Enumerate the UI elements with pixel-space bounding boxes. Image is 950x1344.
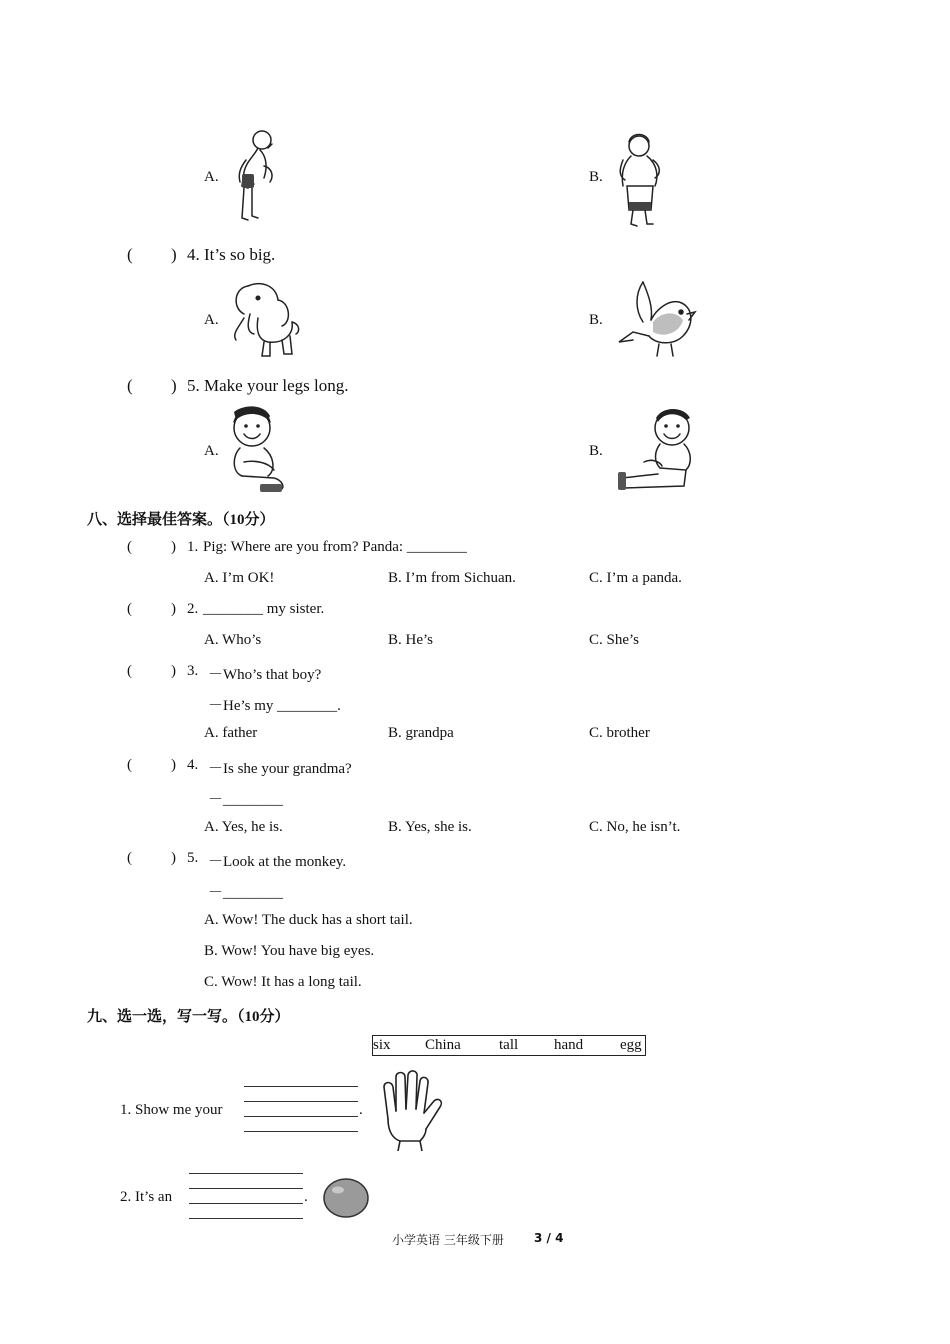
s8-q5-option-c: C. Wow! It has a long tail. [204, 974, 362, 990]
q4-option-a-label: A. [204, 312, 219, 328]
s9-item1-period: . [359, 1102, 363, 1118]
s9-item2-prompt: 2. It’s an [120, 1189, 173, 1205]
writing-line[interactable] [244, 1116, 358, 1117]
s8-q3-option-a: A. father [204, 725, 258, 741]
q5-option-b-label: B. [589, 443, 603, 459]
boy-legs-short-picture [224, 404, 296, 496]
s8-q3-number: 3. [187, 663, 199, 679]
s8-q2-line1: ________ my sister. [203, 601, 325, 617]
q3-option-a-label: A. [204, 169, 219, 185]
s8-q5-line2: －________ [208, 885, 284, 901]
footer-page-number: 3 / 4 [534, 1231, 564, 1245]
egg-icon [322, 1176, 370, 1220]
boy-legs-long-picture [614, 406, 698, 496]
writing-line [244, 1131, 358, 1132]
s8-q4-line1: －Is she your grandma? [208, 761, 352, 777]
s8-q3-option-c: C. brother [589, 725, 650, 741]
s8-q3-paren-close: ) [171, 663, 176, 679]
q5-paren-open: ( [127, 376, 133, 395]
elephant-picture [228, 278, 304, 360]
s8-q3-option-b: B. grandpa [388, 725, 454, 741]
s8-q2-number: 2. [187, 601, 199, 617]
s8-q1-paren-close: ) [171, 539, 176, 555]
s8-q1-paren-open: ( [127, 539, 132, 555]
s9-item1-prompt: 1. Show me your [120, 1102, 223, 1118]
s8-q3-line1: －Who’s that boy? [208, 667, 322, 683]
writing-line [189, 1188, 303, 1189]
egg-picture [322, 1176, 370, 1220]
s8-q5-option-a: A. Wow! The duck has a short tail. [204, 912, 413, 928]
old-man-icon [228, 126, 282, 224]
boy-crouching-icon [224, 404, 296, 496]
writing-line [244, 1086, 358, 1087]
s8-q1-option-c: C. I’m a panda. [589, 570, 682, 586]
s8-q2-paren-open: ( [127, 601, 132, 617]
q4-paren-close: ) [171, 245, 177, 264]
s8-q5-paren-open: ( [127, 850, 132, 866]
s8-q4-paren-close: ) [171, 757, 176, 773]
writing-line[interactable] [189, 1203, 303, 1204]
s8-q2-option-b: B. He’s [388, 632, 433, 648]
word-bank-item: six [373, 1037, 391, 1053]
writing-line [189, 1173, 303, 1174]
s8-q5-line1: －Look at the monkey. [208, 854, 347, 870]
s8-q4-option-b: B. Yes, she is. [388, 819, 472, 835]
s8-q5-number: 5. [187, 850, 199, 866]
section8-heading: 八、选择最佳答案。（10分） [87, 512, 275, 528]
s8-q2-option-a: A. Who’s [204, 632, 262, 648]
s8-q4-paren-open: ( [127, 757, 132, 773]
s8-q3-line2: －He’s my ________. [208, 698, 341, 714]
word-bank-item: hand [554, 1037, 584, 1053]
s8-q4-option-a: A. Yes, he is. [204, 819, 283, 835]
s8-q5-option-b: B. Wow! You have big eyes. [204, 943, 375, 959]
word-bank-item: China [425, 1037, 461, 1053]
section9-heading: 九、选一选，写一写。（10分） [87, 1009, 290, 1025]
s8-q1-option-a: A. I’m OK! [204, 570, 275, 586]
elephant-icon [228, 278, 304, 360]
q4-paren-open: ( [127, 245, 133, 264]
old-woman-apron-picture [613, 130, 667, 228]
s8-q4-number: 4. [187, 757, 199, 773]
s8-q5-paren-close: ) [171, 850, 176, 866]
word-bank-item: tall [499, 1037, 519, 1053]
writing-line [189, 1218, 303, 1219]
old-man-bent-picture [228, 126, 282, 224]
s8-q3-paren-open: ( [127, 663, 132, 679]
q5-question-text: 5. Make your legs long. [187, 376, 349, 395]
bird-picture [613, 280, 697, 360]
bird-icon [613, 280, 697, 360]
s9-item2-period: . [304, 1189, 308, 1205]
q4-question-text: 4. It’s so big. [187, 245, 276, 264]
s8-q4-line2: －________ [208, 792, 284, 808]
s8-q2-paren-close: ) [171, 601, 176, 617]
q3-option-b-label: B. [589, 169, 603, 185]
q5-paren-close: ) [171, 376, 177, 395]
s8-q1-option-b: B. I’m from Sichuan. [388, 570, 516, 586]
hand-picture [378, 1069, 444, 1151]
q5-option-a-label: A. [204, 443, 219, 459]
old-woman-icon [613, 130, 667, 228]
s8-q1-line1: Pig: Where are you from? Panda: ________ [203, 539, 467, 555]
s8-q1-number: 1. [187, 539, 199, 555]
word-bank-box [372, 1035, 646, 1056]
q4-option-b-label: B. [589, 312, 603, 328]
footer-subject: 小学英语 三年级下册 [392, 1233, 504, 1247]
boy-sitting-icon [614, 406, 698, 496]
hand-icon [378, 1069, 444, 1151]
s8-q2-option-c: C. She’s [589, 632, 640, 648]
writing-line [244, 1101, 358, 1102]
s8-q4-option-c: C. No, he isn’t. [589, 819, 681, 835]
word-bank-item: egg [620, 1037, 642, 1053]
